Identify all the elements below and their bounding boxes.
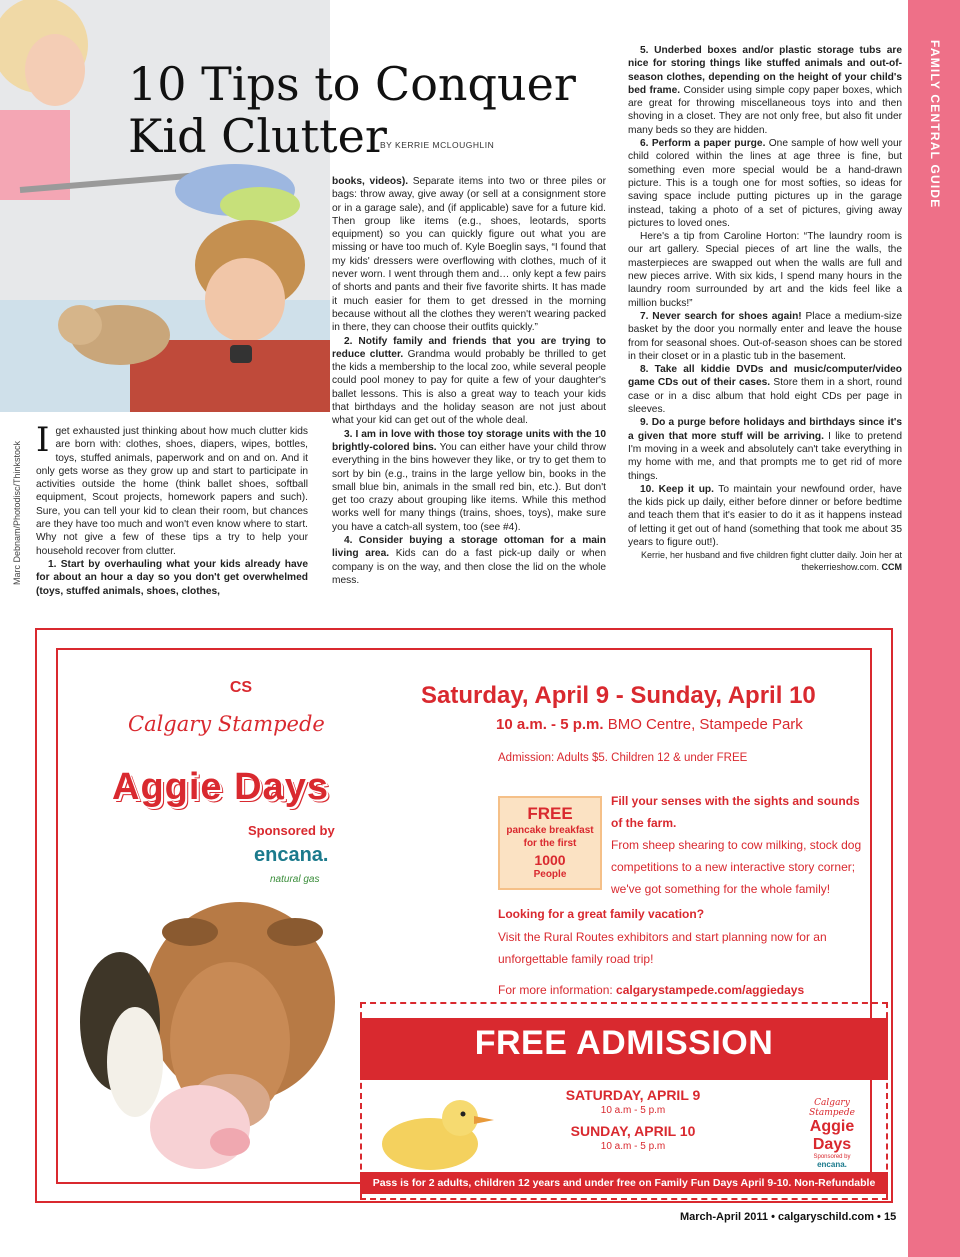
article-title xyxy=(128,58,576,162)
coupon-day-1: SATURDAY, APRIL 9 xyxy=(565,1087,701,1103)
event-dates: Saturday, April 9 - Sunday, April 10 xyxy=(421,682,816,709)
coupon-time-2: 10 a.m - 5 p.m xyxy=(600,1141,666,1152)
tip-9-lead: 9. Do a purge before holidays and birthdays since it's a given that more stuff will be arriving. xyxy=(628,417,902,442)
tip-10-lead: 10. Keep it up. xyxy=(640,483,714,495)
vacation-heading: Looking for a great family vacation? xyxy=(498,907,705,921)
tip-3-body: You can either have your child throw everything in the bins however they like, or try to get them to sort by bin (e.g., trains in the large yellow bin, books in the small blue bin, animals in the small red bin, etc.). But don't get too crazy about grouping like items. While this method works well for many things (trains, shoes, toys), make sure you have a catch-all system, too (see #4). xyxy=(332,441,606,533)
title-line-1: 10 Tips to Conquer xyxy=(128,57,576,111)
free-admission-headline: FREE ADMISSION xyxy=(474,1024,774,1062)
page-footer: March-April 2011 • calgaryschild.com • 15 xyxy=(680,1211,897,1223)
duckling-illustration xyxy=(370,1092,500,1172)
aggie-days-logo: Aggie Days xyxy=(112,766,329,808)
tip-7-lead: 7. Never search for shoes again! xyxy=(640,310,802,322)
side-band xyxy=(908,0,960,1257)
more-info-label: For more information: xyxy=(498,983,617,997)
encana-logo: encana. xyxy=(254,844,329,866)
tip-1-cont-lead: books, videos). xyxy=(332,176,409,187)
desc-line-3: we've got something for the whole family! xyxy=(611,882,831,896)
admission-price: Admission: Adults $5. Children 12 & under FREE xyxy=(498,752,748,764)
event-time-venue xyxy=(496,716,803,733)
photo-credit: Marc Debnam/Photodisc/Thinkstock xyxy=(12,440,22,585)
coupon-sponsor: encana. xyxy=(817,1160,847,1169)
tip-2-lead: 2. Notify family and friends that you are trying to reduce clutter. xyxy=(332,335,606,360)
article-column-1 xyxy=(36,420,308,598)
ad-inner-frame xyxy=(56,648,876,1189)
tip-9-body: I like to pretend I'm moving in a week and absolutely can't take everything in my home with me, and that prompts me to get rid of more things. xyxy=(628,430,902,482)
tip-6-lead: 6. Perform a paper purge. xyxy=(640,138,766,150)
tip-8-body: Store them in a short, round case or in a disc album that hold eight CDs per page in sleeves. xyxy=(628,377,902,416)
natural-gas-tagline: natural gas xyxy=(270,874,320,885)
cs-logo: CS xyxy=(229,679,253,696)
free-count: 1000 xyxy=(534,852,566,868)
desc-line-1: From sheep shearing to cow milking, stock dog xyxy=(611,838,862,852)
coupon-sponsored: Sponsored by xyxy=(813,1154,851,1160)
tip-3-lead: 3. I am in love with those toy storage units with the 10 brightly-colored bins. xyxy=(332,428,606,453)
event-time: 10 a.m. - 5 p.m. xyxy=(496,716,604,733)
coupon-event: Aggie Days xyxy=(809,1118,855,1153)
coupon-fine-print: Pass is for 2 adults, children 12 years and under free on Family Fun Days April 9-10. Non-Refundable xyxy=(360,1172,888,1194)
free-line-2: for the first xyxy=(523,838,577,849)
tip-10-body: To maintain your newfound order, have the kids pick up daily, either before dinner or before bedtime and teach them that it's easier to do it as it happens instead of letting it get out of hand (something that took me about 35 years to figure out!). xyxy=(628,483,902,548)
tip-1-cont: Separate items into two or three piles or bags: throw away, give away (or sell at a consignment store or in a garage sale), and (if applicable) save for a future kid. Then group like items (e.g., shoes, leotards, sports equipment) so you can quickly figure out what you are missing or have too much of. Kyle Boeglin says, “I found that my kids' dressers were overflowing with clothes, much of it never worn. I went through them and… only kept a few pairs of shorts and pants and their five favorite shirts. It has made it much easier for them to get dressed in the morning because without all the clothes they weren't wearing packed in there, they can choose their outfits quickly.” xyxy=(332,176,606,334)
tip-8-lead: 8. Take all kiddie DVDs and music/computer/video game CDs out of their cases. xyxy=(628,364,902,389)
vacation-line-2: unforgettable family road trip! xyxy=(498,952,654,966)
more-info-url[interactable]: calgarystampede.com/aggiedays xyxy=(616,983,805,997)
coupon-day-2: SUNDAY, APRIL 10 xyxy=(570,1123,696,1139)
tip-4-body: Kids can do a fast pick-up daily or when company is on the way, and then close the lid on the whole mess. xyxy=(332,548,606,586)
coupon-time-1: 10 a.m - 5 p.m xyxy=(600,1105,666,1116)
sponsored-by: Sponsored by xyxy=(248,823,335,838)
calgary-stampede-logo: Calgary Stampede xyxy=(128,712,325,736)
tip-6-body: One sample of how well your child colored within the lines at age three is fine, but something even more special would be a hand-drawn picture. This is a tough one for most softies, so ideas for saving space include putting pictures up in the garage instead, taking a photo of a set of pictures, giving away pictures to loved ones. xyxy=(628,138,903,229)
farm-animals-illustration xyxy=(80,892,380,1182)
tip-1-lead: 1. Start by overhauling what your kids already have for about an hour a day so you don't get overwhelmed (toys, stuffed animals, shoes, clothes, xyxy=(36,558,308,597)
article-column-3 xyxy=(628,44,902,573)
coupon-brand: Calgary Stampede xyxy=(809,1098,855,1118)
free-admission-band xyxy=(360,1018,888,1080)
free-line-1: pancake breakfast xyxy=(506,825,594,836)
tip-5-body: Consider using simple copy paper boxes, which are great for throwing miscellaneous toys into and then shoving in a closet. They are not only free, but also fit under many beds so they are hidden. xyxy=(628,84,902,136)
tip-2-body: Grandma would probably be thrilled to get the kids a membership to the local zoo, while several people could pool money to pay for quite a few of your daughter's ballet lessons. This is also a great way to teach your kids that birthdays and the holiday season are not just about what your kid can get out of the whole deal. xyxy=(332,348,606,427)
intro-paragraph: get exhausted just thinking about how much clutter kids are born with: clothes, shoes, diapers, wipes, bottles, toys, stuffed animals, paperwork and on and on. And it only gets worse as they grow up and start to participate in activities outside the home (think ballet shoes, softball equipment, Scout projects, homework papers and such). Sure, you can tell your kid to clean their room, but chances are they have too much and won't even know where to start. Why not give a few of these tips a try to help your household recover from clutter. xyxy=(36,426,308,557)
free-people: People xyxy=(533,869,567,880)
title-line-2: Kid Clutter xyxy=(128,109,387,163)
side-band-label: FAMILY CENTRAL GUIDE xyxy=(928,40,942,209)
aggie-days-ad xyxy=(35,628,893,1203)
more-info xyxy=(498,983,804,997)
article-column-2 xyxy=(332,175,606,587)
free-pancake-box xyxy=(498,796,602,890)
coupon-logo xyxy=(792,1098,872,1169)
dropcap: I xyxy=(36,420,50,460)
event-venue: BMO Centre, Stampede Park xyxy=(603,716,803,733)
tip-4-lead: 4. Consider buying a storage ottoman for a main living area. xyxy=(332,535,606,560)
senses-line-1: Fill your senses with the sights and sounds xyxy=(611,794,860,808)
tip-7-body: Place a medium-size basket by the door you normally enter and leave the house from for seasonal shoes. Out-of-season shoes can be stored in their closet or in a plastic tub in the basement. xyxy=(628,310,902,362)
free-label: FREE xyxy=(527,804,573,823)
ccm-mark: CCM xyxy=(881,562,902,573)
tip-6-quote: Here's a tip from Caroline Horton: “The laundry room is our art gallery. Special pieces of art line the walls, the masterpieces are swapped out when the walls are full and new pieces arrive. With six kids, I spend many hours in the laundry room surrounded by art and the kids feel like a million bucks!” xyxy=(628,231,902,309)
author-note: Kerrie, her husband and five children fight clutter daily. Join her at thekerrieshow.com. xyxy=(641,550,902,573)
byline: BY KERRIE MCLOUGHLIN xyxy=(380,140,495,150)
senses-line-2: of the farm. xyxy=(611,816,677,830)
desc-line-2: competitions to a new interactive story corner; xyxy=(611,860,856,874)
tip-5-lead: 5. Underbed boxes and/or plastic storage tubs are nice for storing things like stuffed animals and out-of-season clothes, depending on the height of your child's bed frame. xyxy=(628,45,902,96)
vacation-line-1: Visit the Rural Routes exhibitors and start planning now for an xyxy=(498,930,827,944)
